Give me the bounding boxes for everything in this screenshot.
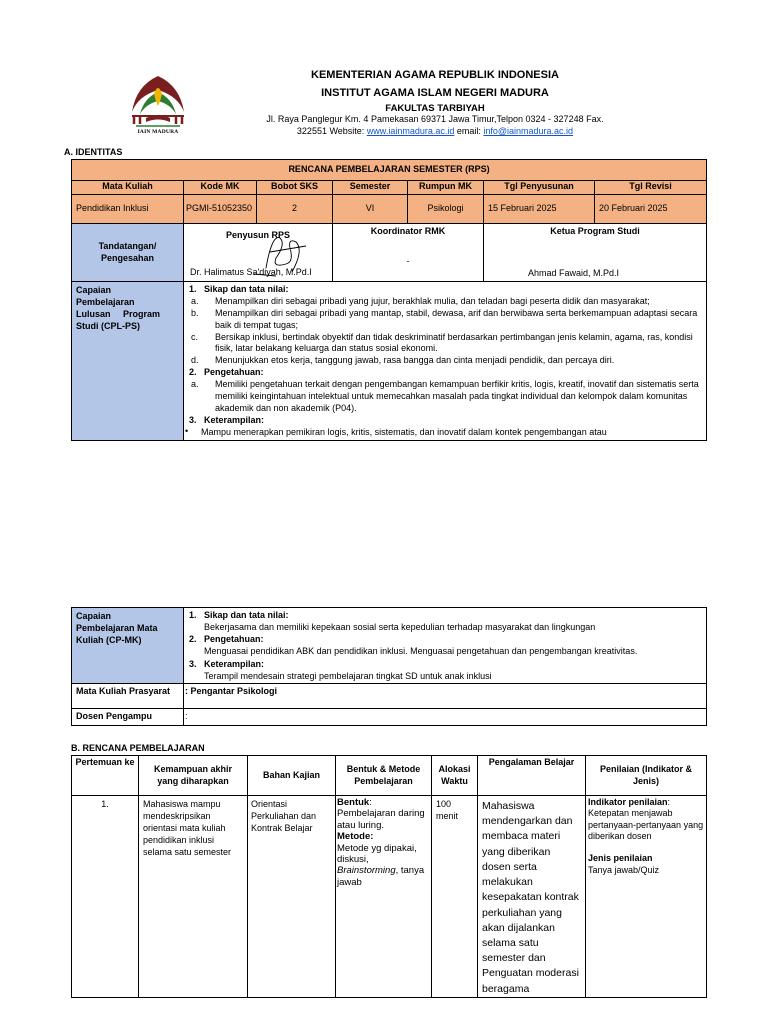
penyusun-cell [184, 224, 333, 282]
logo-caption: IAIN MADURA [137, 129, 179, 135]
prasyarat-value: : Pengantar Psikologi [184, 684, 707, 709]
plan-col-penilaian: Penilaian (Indikator & Jenis) [586, 756, 707, 796]
indikator-label: Indikator penilaian [588, 797, 668, 807]
rps-column-header-row [72, 181, 707, 195]
val-tgl-revisi: 20 Februari 2025 [595, 195, 707, 224]
cpl-sikap-heading: 1. Sikap dan tata nilai: [189, 284, 289, 294]
address-prefix: 322551 Website: [296, 126, 367, 136]
plan-col-bentuk: Bentuk & Metode Pembelajaran [336, 756, 432, 796]
metode-text: Metode yg dipakai, diskusi, [337, 842, 417, 865]
prasyarat-row [72, 684, 707, 709]
cpmk-label-line: Capaian [76, 611, 112, 621]
cpl-label-line: Capaian [76, 285, 112, 295]
cpmk-content [184, 608, 707, 684]
cpmk-sikap-text: Bekerjasama dan memiliki kepekaan sosial serta kepedulian terhadap masyarakat dan lingkungan [204, 622, 596, 633]
cpl-label-line: Pembelajaran [76, 297, 135, 308]
cpl-sikap-item [187, 332, 703, 356]
plan-col-waktu: Alokasi Waktu [432, 756, 478, 796]
prasyarat-label: Mata Kuliah Prasyarat [72, 684, 184, 709]
item-letter: a. [191, 295, 199, 306]
plan-penilaian: Indikator penilaian: Ketepatan menjawab pertanyaan-pertanyaan yang diberikan dosen Jenis penilaian Tanya jawab/Quiz [586, 796, 707, 998]
col-tgl-penyusunan: Tgl Penyusunan [484, 181, 595, 195]
institute-title: INSTITUT AGAMA ISLAM NEGERI MADURA [321, 87, 549, 99]
cpl-label [72, 282, 184, 441]
cpl-pengetahuan-heading: 2. Pengetahuan: [189, 367, 264, 378]
address-line-2 [200, 126, 670, 137]
cpl-sikap-item [187, 296, 703, 308]
koordinator-title: Koordinator RMK [370, 226, 446, 236]
plan-bahan: Orientasi Perkuliahan dan Kontrak Belajar [248, 796, 336, 998]
col-mata-kuliah: Mata Kuliah [72, 181, 184, 195]
item-text: Mampu menerapkan pemikiran logis, kritis, sistematis, dan inovatif dalam kontek pengembangan atau [201, 426, 607, 437]
item-text: Memiliki pengetahuan terkait dengan pengembangan kemampuan berfikir kritis, logis, kreatif, inovatif dan sistematis serta memiliki keingintahuan intelektual untuk memecahkan masalah pada tingkat individual dan kelompok dalam komunitas akademik dan non akademik (P04). [215, 379, 699, 413]
letterhead [0, 0, 768, 150]
val-semester: VI [333, 195, 408, 224]
indikator-text: Ketepatan menjawab pertanyaan-pertanyaan yang diberikan dosen [588, 808, 704, 841]
col-tgl-revisi: Tgl Revisi [595, 181, 707, 195]
dosen-row [72, 709, 707, 726]
cpl-content [184, 282, 707, 441]
cpl-row [72, 282, 707, 441]
cpmk-label-line: Kuliah (CP-MK) [76, 635, 142, 646]
val-tgl-penyusunan: 15 Februari 2025 [484, 195, 595, 224]
rps-title: RENCANA PEMBELAJARAN SEMESTER (RPS) [72, 160, 707, 181]
jenis-label: Jenis penilaian [588, 853, 653, 864]
cpl-pengetahuan-item [187, 379, 703, 415]
plan-col-bahan: Bahan Kajian [248, 756, 336, 796]
bullet-icon: • [185, 425, 189, 436]
cpmk-label [72, 608, 184, 684]
item-text: Menampilkan diri sebagai pribadi yang mantap, stabil, dewasa, arif dan berwibawa serta berkemampuan adaptasi secara baik di tempat tugas; [215, 307, 698, 330]
jenis-text: Tanya jawab/Quiz [588, 864, 660, 875]
dosen-label: Dosen Pengampu [72, 709, 184, 726]
penyusun-name: Dr. Halimatus Sa'diyah, M.Pd.I [190, 266, 312, 277]
cpmk-sikap-heading: 1. Sikap dan tata nilai: [189, 610, 289, 620]
metode-label: Metode: [337, 831, 374, 843]
cpmk-keterampilan-heading: 3. Keterampilan: [189, 658, 265, 669]
email-prefix: email: [454, 126, 484, 136]
plan-kemampuan: Mahasiswa mampu mendeskripsikan orientasi mata kuliah pendidikan inklusi selama satu semester [139, 796, 248, 998]
cpmk-pengetahuan-text: Menguasai pendidikan ABK dan pendidikan inklusi. Menguasai pengetahuan dan pengembangan kreativitas. [204, 646, 638, 657]
val-bobot-sks: 2 [257, 195, 333, 224]
metode-italic: Brainstorming [337, 865, 396, 877]
cpl-sikap-item [187, 308, 703, 332]
website-link[interactable]: www.iainmadura.ac.id [366, 126, 455, 136]
item-letter: b. [191, 307, 199, 318]
address-line-1: Jl. Raya Panglegur Km. 4 Pamekasan 69371 Jawa Timur,Telpon 0324 - 327248 Fax. [266, 114, 604, 124]
cpmk-table [71, 607, 707, 726]
plan-col-pertemuan: Pertemuan ke [72, 756, 139, 796]
item-letter: d. [191, 355, 199, 366]
val-kode-mk: PGMI-51052350 [184, 195, 257, 224]
bentuk-text: Pembelajaran daring atau luring. [337, 808, 425, 831]
metode-tail: , tanya jawab [337, 865, 425, 888]
item-letter: c. [191, 331, 199, 342]
kaprodi-name: Ahmad Fawaid, M.Pd.I [528, 267, 620, 278]
cpmk-label-line: Pembelajaran Mata [76, 623, 158, 634]
item-text: Menampilkan diri sebagai pribadi yang jujur, berakhlak mulia, dan teladan bagi peserta didik dan masyarakat; [215, 295, 650, 306]
plan-pengalaman: Mahasiswa mendengarkan dan membaca materi yang diberikan dosen serta melakukan kesepakatan kontrak perkuliahan yang akan dijalankan selama satu semester dan Penguatan moderasi beragama [478, 796, 586, 998]
learning-plan-table [71, 755, 707, 998]
plan-bentuk-metode: Bentuk: Pembelajaran daring atau luring. Metode: Metode yg dipakai, diskusi, Brainstorming, tanya jawab [336, 796, 432, 998]
cpl-keterampilan-item [187, 427, 703, 439]
cpl-sikap-item [187, 355, 703, 367]
cpl-label-line: Lulusan Program [76, 309, 161, 320]
cpmk-pengetahuan-heading: 2. Pengetahuan: [189, 634, 264, 645]
plan-no: 1. [72, 796, 139, 998]
plan-row-1 [72, 796, 707, 998]
koordinator-cell [333, 224, 484, 282]
signature-label: Tandatangan/ Pengesahan [72, 224, 184, 282]
cpmk-row [72, 608, 707, 684]
rps-identity-table [71, 159, 707, 441]
penyusun-title: Penyusun RPS [225, 230, 290, 240]
col-semester: Semester [333, 181, 408, 195]
bentuk-label: Bentuk [337, 797, 370, 808]
plan-col-kemampuan: Kemampuan akhir yang diharapkan [139, 756, 248, 796]
cpmk-keterampilan-text: Terampil mendesain strategi pembelajaran tingkat SD untuk anak inklusi [204, 670, 492, 681]
item-text: Menunjukkan etos kerja, tanggung jawab, rasa bangga dan cinta menjadi pendidik, dan percaya diri. [215, 355, 615, 366]
cpl-keterampilan-heading: 3. Keterampilan: [189, 414, 265, 425]
kaprodi-title: Ketua Program Studi [550, 226, 640, 236]
dosen-value: : [184, 709, 707, 726]
item-text: Bersikap inklusi, bertindak obyektif dan tidak deskriminatif berdasarkan pertimbangan jenis kelamin, agama, ras, kondisi fisik, latar belakang keluarga dan status sosial ekonomi. [215, 331, 693, 354]
kaprodi-cell [484, 224, 707, 282]
val-rumpun-mk: Psikologi [408, 195, 484, 224]
koordinator-name: - [406, 255, 410, 266]
rps-value-row [72, 195, 707, 224]
cpl-label-line: Studi (CPL-PS) [76, 321, 140, 332]
section-b-label: B. RENCANA PEMBELAJARAN [71, 743, 205, 753]
item-letter: a. [191, 379, 199, 389]
col-bobot-sks: Bobot SKS [257, 181, 333, 195]
col-rumpun-mk: Rumpun MK [408, 181, 484, 195]
plan-col-pengalaman: Pengalaman Belajar [478, 756, 586, 796]
col-kode-mk: Kode MK [184, 181, 257, 195]
val-mata-kuliah: Pendidikan Inklusi [72, 195, 184, 224]
section-a-label: A. IDENTITAS [64, 147, 123, 157]
plan-waktu: 100 menit [432, 796, 478, 998]
email-link[interactable]: info@iainmadura.ac.id [483, 126, 574, 136]
faculty-title: FAKULTAS TARBIYAH [385, 103, 485, 114]
ministry-title: KEMENTERIAN AGAMA REPUBLIK INDONESIA [311, 69, 559, 81]
signature-row [72, 224, 707, 282]
plan-header-row [72, 756, 707, 796]
